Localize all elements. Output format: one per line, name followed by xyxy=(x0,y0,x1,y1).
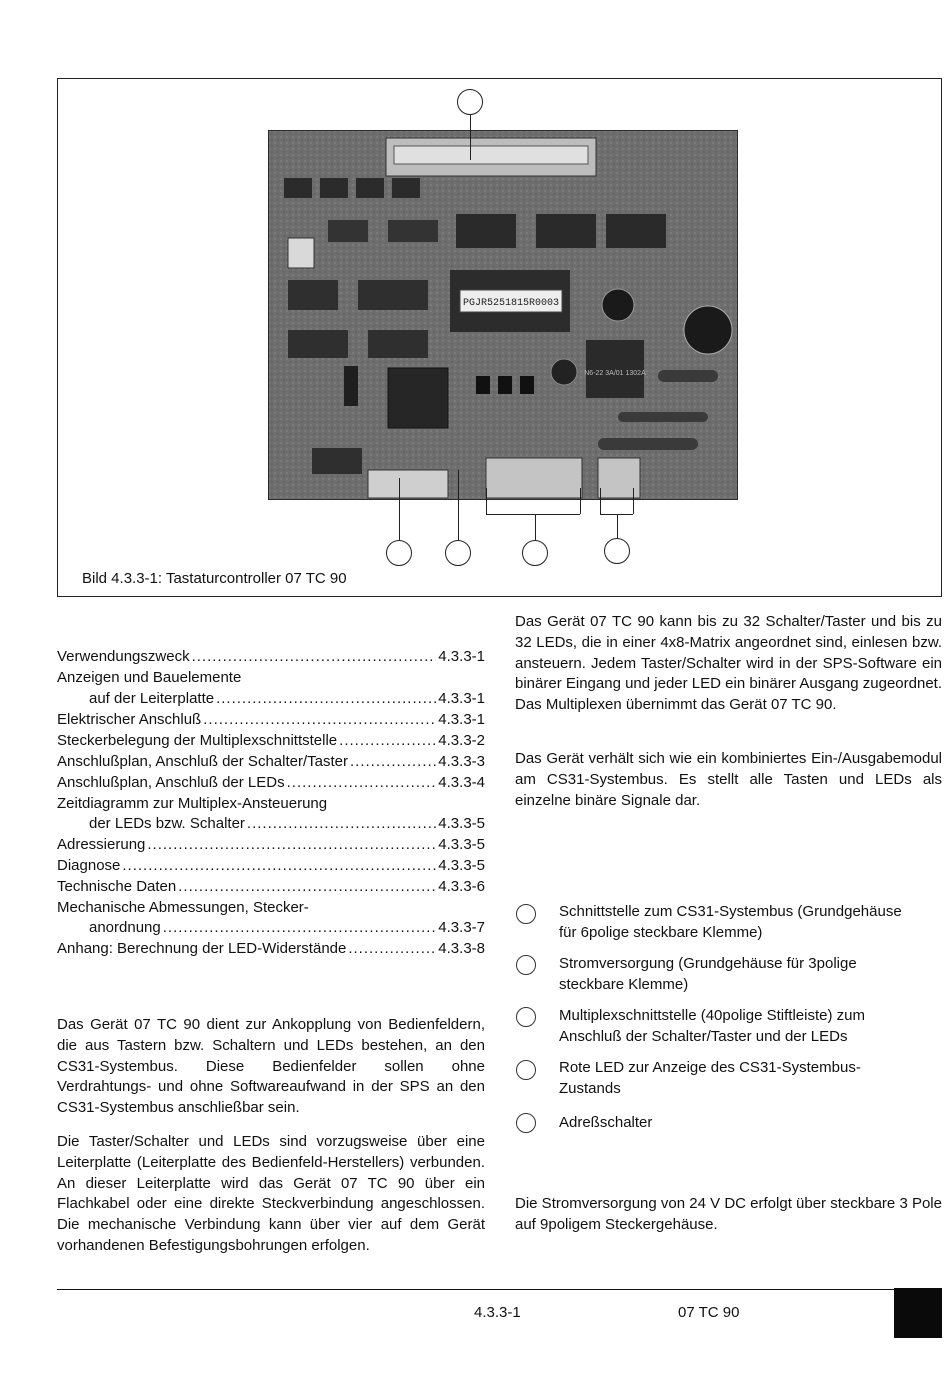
legend-item: Schnittstelle zum CS31-Systembus (Grundgehäuse für 6polige steckbare Klemme) xyxy=(559,903,902,941)
legend-marker xyxy=(516,1060,536,1080)
legend-marker xyxy=(516,904,536,924)
toc-page: 4.3.3-1 xyxy=(438,711,485,728)
toc-entry[interactable] xyxy=(57,897,309,918)
callout-line xyxy=(535,514,536,540)
callout-bracket xyxy=(580,488,581,514)
toc-title: Anschlußplan, Anschluß der LEDs xyxy=(57,774,285,791)
callout-marker-led xyxy=(386,540,412,566)
callout-bracket xyxy=(633,488,634,514)
toc-entry[interactable] xyxy=(57,751,485,772)
footer-tab-marker xyxy=(894,1288,942,1338)
toc-entry[interactable] xyxy=(57,709,485,730)
power-supply-paragraph: Die Stromversorgung von 24 V DC erfolgt über steckbare 3 Pole auf 9poligem Steckergehäuse. xyxy=(515,1195,942,1233)
toc-title: Mechanische Abmessungen, Stecker- xyxy=(57,899,309,916)
inductor-label: N6-22 3A/01 1302A xyxy=(584,370,646,377)
toc-entry[interactable] xyxy=(57,917,485,938)
legend-item: Adreßschalter xyxy=(559,1114,653,1131)
footer-rule xyxy=(57,1289,894,1290)
toc-title: Elektrischer Anschluß xyxy=(57,711,202,728)
toc-page: 4.3.3-8 xyxy=(438,940,485,957)
toc-title: auf der Leiterplatte xyxy=(89,690,215,707)
toc-page: 4.3.3-5 xyxy=(438,836,485,853)
toc-title: Anzeigen und Bauelemente xyxy=(57,669,242,686)
toc-entry[interactable] xyxy=(57,834,485,855)
footer-page-number: 4.3.3-1 xyxy=(474,1304,521,1321)
body-paragraph: Das Gerät verhält sich wie ein kombiniertes Ein-/Ausgabemodul am CS31-Systembus. Es stellt alle Tasten und LEDs als einzelne binäre Signale dar. xyxy=(515,750,942,809)
toc-entry[interactable] xyxy=(57,730,485,751)
toc-title: der LEDs bzw. Schalter xyxy=(89,815,245,832)
toc-page: 4.3.3-6 xyxy=(438,878,485,895)
figure-caption: Bild 4.3.3-1: Tastaturcontroller 07 TC 90 xyxy=(82,570,347,587)
body-paragraph: Die Taster/Schalter und LEDs sind vorzugsweise über eine Leiterplatte (Leiterplatte des Bedienfeld-Herstellers) verbunden. An dieser Leiterplatte wird das Gerät 07 TC 90 über ein Flachkabel oder eine direkte Steckverbindung angeschlossen. Die mechanische Verbindung kann über vier auf dem Gerät vorhandenen Befestigungsbohrungen erfolgen. xyxy=(57,1133,485,1254)
callout-line xyxy=(470,115,471,160)
callout-marker-power xyxy=(604,538,630,564)
body-paragraph: Das Gerät 07 TC 90 kann bis zu 32 Schalter/Taster und bis zu 32 LEDs, die in einer 4x8-Matrix angeordnet sind, einlesen bzw. ansteuern. Jedem Taster/Schalter wird in der SPS-Software ein binärer Eingang und jeder LED ein binärer Ausgang zugeordnet. Das Multiplexen übernimmt das Gerät 07 TC 90. xyxy=(515,613,942,714)
toc-page: 4.3.3-2 xyxy=(438,732,485,749)
callout-marker-address xyxy=(445,540,471,566)
toc-page: 4.3.3-3 xyxy=(438,753,485,770)
callout-line xyxy=(399,478,400,540)
legend-marker xyxy=(516,1007,536,1027)
footer-model: 07 TC 90 xyxy=(678,1304,740,1321)
toc-title: Verwendungszweck xyxy=(57,648,190,665)
toc-page: 4.3.3-4 xyxy=(438,774,485,791)
toc-title: Steckerbelegung der Multiplexschnittstelle xyxy=(57,732,338,749)
callout-marker-systembus xyxy=(522,540,548,566)
toc-title: Zeitdiagramm zur Multiplex-Ansteuerung xyxy=(57,795,328,812)
toc-title: Adressierung xyxy=(57,836,146,853)
toc-page: 4.3.3-5 xyxy=(438,857,485,874)
toc-entry[interactable] xyxy=(57,646,485,667)
callout-marker-multiplex xyxy=(457,89,483,115)
legend-item: Stromversorgung (Grundgehäuse für 3polige steckbare Klemme) xyxy=(559,955,857,993)
toc-entry[interactable] xyxy=(57,938,485,959)
toc-entry[interactable] xyxy=(57,793,327,814)
toc-entry[interactable] xyxy=(57,667,241,688)
toc-entry[interactable] xyxy=(57,855,485,876)
body-paragraph: Das Gerät 07 TC 90 dient zur Ankopplung von Bedienfeldern, die aus Tastern bzw. Schaltern und LEDs bestehen, an den CS31-Systembus. Diese Bedienfelder sollen ohne Verdrahtungs- und ohne Softwareaufwand in der SPS an den CS31-Systembus anschließbar sein. xyxy=(57,1016,485,1117)
toc-page: 4.3.3-1 xyxy=(438,690,485,707)
toc-page: 4.3.3-7 xyxy=(438,919,485,936)
toc-entry[interactable] xyxy=(57,688,485,709)
legend-item: Multiplexschnittstelle (40polige Stiftleiste) zum Anschluß der Schalter/Taster und der LEDs xyxy=(559,1007,865,1045)
callout-bracket xyxy=(486,514,580,515)
toc-title: Technische Daten xyxy=(57,878,177,895)
callout-line xyxy=(617,514,618,538)
callout-bracket xyxy=(486,488,487,514)
toc-page: 4.3.3-5 xyxy=(438,815,485,832)
circuit-board-photo xyxy=(268,130,738,500)
toc-title: anordnung xyxy=(89,919,161,936)
chip-label: PGJR5251815R0003 xyxy=(462,298,560,309)
toc-entry[interactable] xyxy=(57,772,485,793)
toc-title: Anschlußplan, Anschluß der Schalter/Taster xyxy=(57,753,348,770)
legend-marker xyxy=(516,1113,536,1133)
legend-marker xyxy=(516,955,536,975)
toc-title: Diagnose xyxy=(57,857,121,874)
callout-line xyxy=(458,470,459,540)
toc-page: 4.3.3-1 xyxy=(438,648,485,665)
toc-title: Anhang: Berechnung der LED-Widerstände xyxy=(57,940,347,957)
toc-entry[interactable] xyxy=(57,876,485,897)
toc-entry[interactable] xyxy=(57,813,485,834)
legend-item: Rote LED zur Anzeige des CS31-Systembus-Zustands xyxy=(559,1059,861,1097)
callout-bracket xyxy=(600,488,601,514)
